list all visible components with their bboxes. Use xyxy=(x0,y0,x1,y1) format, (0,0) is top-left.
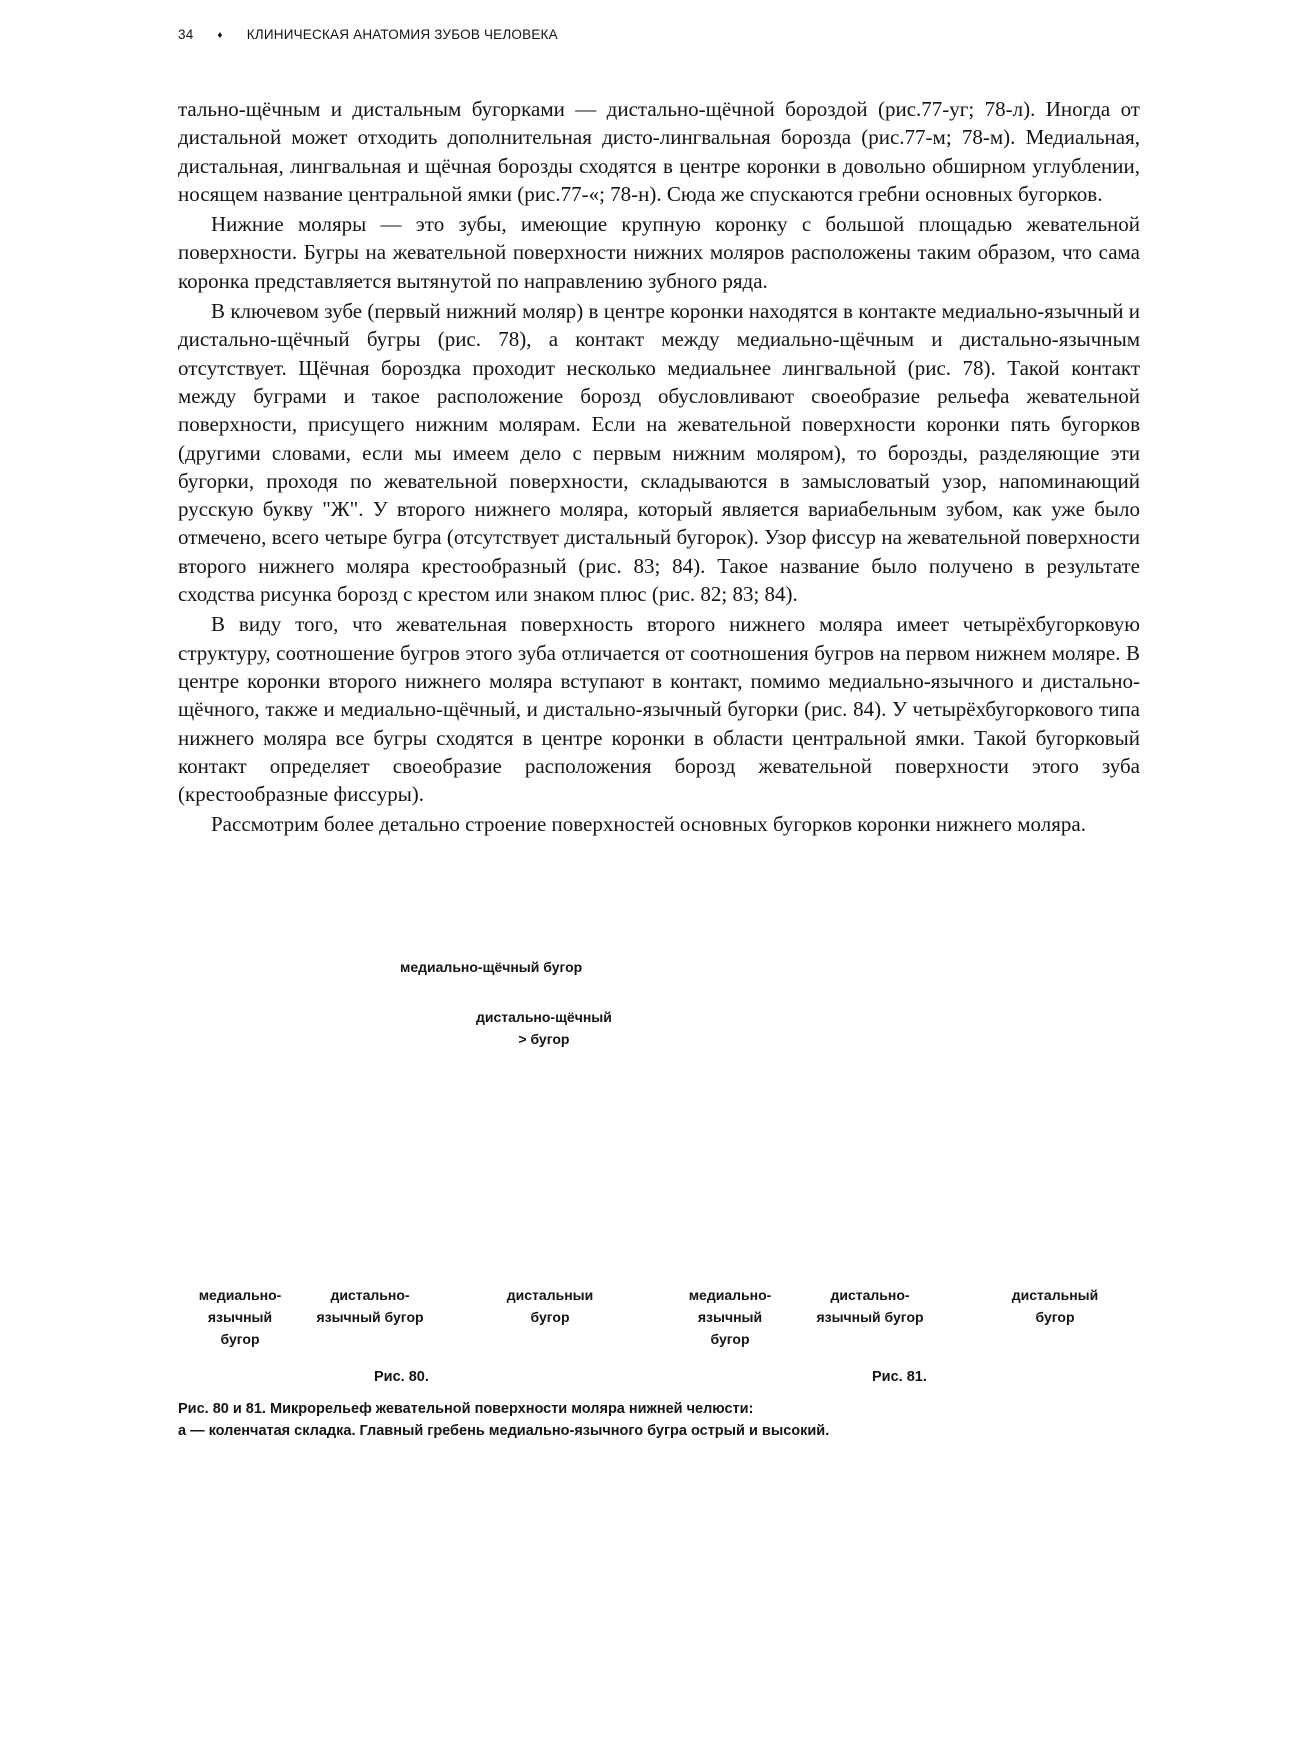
fig80-caption: Рис. 80. xyxy=(374,1369,429,1385)
body-text xyxy=(178,95,1140,839)
page-number: 34 xyxy=(178,27,194,42)
figure-caption-title: Рис. 80 и 81. Микрорельеф жевательной поверхности моляра нижней челюсти: xyxy=(178,1401,754,1417)
fig80-label-disto-lingual: дистально- язычный бугор xyxy=(316,1287,424,1325)
running-title: КЛИНИЧЕСКАЯ АНАТОМИЯ ЗУБОВ ЧЕЛОВЕКА xyxy=(246,27,558,42)
paragraph-lower-molars: Нижние моляры — это зубы, имеющие крупную коронку с большой площадью жевательной поверхности. Бугры на жевательной поверхности нижних моляров расположены таким образом, что сама коронка представляется вытянутой по направлению зубного ряда. xyxy=(178,212,1140,293)
fig80-label-distal: дистальныи бугор xyxy=(506,1287,594,1325)
paragraph-key-tooth: В ключевом зубе (первый нижний моляр) в центре коронки находятся в контакте медиально-язычный и дистально-щёчный бугры (рис. 78), а контакт между медиально-щёчным и дистально-язычным отсутствует. Щёчная бороздка проходит несколько медиальнее лингвальной (рис. 78). Такой контакт между буграми и такое расположение борозд обусловливают своеобразие рельефа жевательной поверхности, присущего нижним молярам. Если на жевательной поверхности коронки пять бугорков (другими словами, если мы имеем дело с первым нижним моляром), то борозды, разделяющие эти бугорки, проходя по жевательной поверхности, складываются в замысловатый узор, напоминающий русскую букву "Ж". У второго нижнего моляра, который является вариабельным зубом, как уже было отмечено, всего четыре бугра (отсутствует дистальный бугорок). Узор фиссур на жевательной поверхности второго нижнего моляра крестообразный (рис. 83; 84). Такое название было получено в результате сходства рисунка борозд с крестом или знаком плюс (рис. 82; 83; 84). xyxy=(178,299,1140,607)
fig81-label-mesio-lingual: медиально- язычный бугор xyxy=(688,1287,772,1347)
fig80-label-mesio-lingual: медиально- язычный бугор xyxy=(198,1287,282,1347)
label-disto-buccal-cusp: дистально-щёчный > бугор xyxy=(476,1009,612,1047)
fig81-label-disto-lingual: дистально- язычный бугор xyxy=(816,1287,924,1325)
paragraph-second-molar: В виду того, что жевательная поверхность второго нижнего моляра имеет четырёхбугорковую структуру, соотношение бугров этого зуба отличается от соотношения бугров на первом нижнем моляре. В центре коронки второго нижнего моляра вступают в контакт, помимо медиально-язычного и дистально-щёчного, также и медиально-щёчный, и дистально-язычный бугорки (рис. 84). У четырёхбугоркового типа нижнего моляра все бугры сходятся в центре коронки в области центральной ямки. Такой бугорковый контакт определяет своеобразие расположения борозд жевательной поверхности этого зуба (крестообразные фиссуры). xyxy=(178,612,1140,807)
fig81-caption: Рис. 81. xyxy=(872,1369,927,1385)
fig81-label-distal: дистальный бугор xyxy=(1011,1287,1099,1325)
diamond-separator-icon: ♦ xyxy=(217,30,223,41)
paragraph-conclusion: Рассмотрим более детально строение поверхностей основных бугорков коронки нижнего моляра. xyxy=(211,812,1086,837)
paragraph-continuation: тально-щёчным и дистальным бугорками — дистально-щёчной бороздой (рис.77-уг; 78-л). Иногда от дистальной может отходить дополнительная дисто-лингвальная борозда (рис.77-м; 78-м). Медиальная, дистальная, лингвальная и щёчная борозды сходятся в центре коронки в довольно обширном углублении, носящем название центральной ямки (рис.77-«; 78-н). Сюда же спускаются гребни основных бугорков. xyxy=(178,97,1140,206)
label-mesio-buccal-cusp: медиально-щёчный бугор xyxy=(400,959,583,975)
running-header xyxy=(178,27,558,42)
figure-caption-note: а — коленчатая складка. Главный гребень медиально-язычного бугра острый и высокий. xyxy=(178,1423,830,1439)
